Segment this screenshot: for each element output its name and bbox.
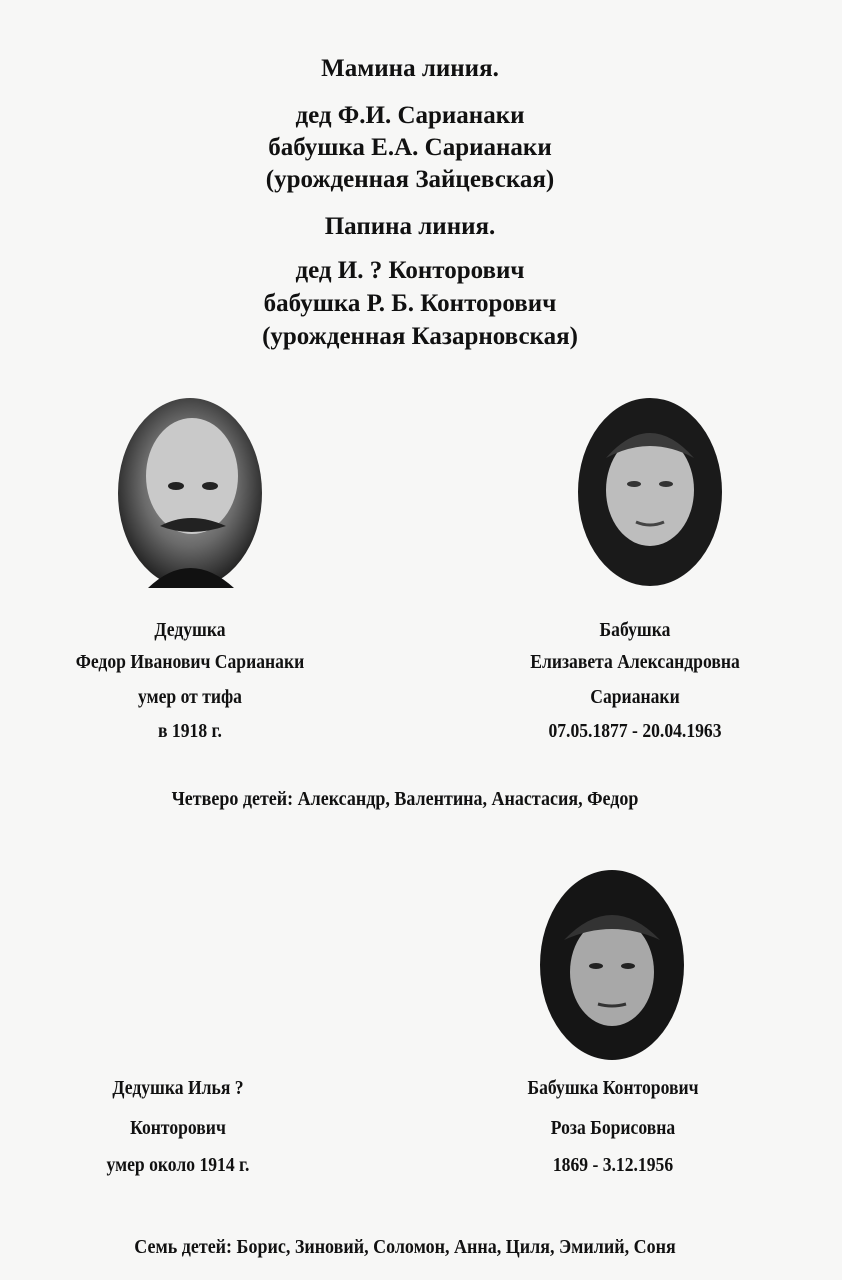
portrait-grandfather-sarianaki [118,398,262,588]
portrait-grandmother-kontorovich [540,870,684,1060]
maternal-grandmother-line: бабушка Е.А. Сарианаки [268,134,552,161]
paternal-grandmother-line: бабушка Р. Б. Конторович [263,290,557,317]
caption-line: умер от тифа [138,686,242,708]
caption-line: Роза Борисовна [550,1117,676,1139]
maternal-grandfather-line: дед Ф.И. Сарианаки [295,102,525,129]
caption-line: Федор Иванович Сарианаки [75,651,305,673]
caption-line: Елизавета Александровна [530,651,740,673]
maternal-line-heading: Мамина линия. [321,55,499,82]
portrait-grandmother-sarianaki [578,398,722,586]
caption-line: Конторович [130,1117,226,1139]
paternal-children: Семь детей: Борис, Зиновий, Соломон, Анна, Циля, Эмилий, Соня [134,1236,676,1258]
caption-line: Сарианаки [590,686,680,708]
caption-line: 1869 - 3.12.1956 [552,1154,674,1176]
paternal-grandfather-line: дед И. ? Конторович [295,257,525,284]
caption-line: Бабушка Конторович [527,1077,699,1099]
caption-line: Дедушка [154,619,226,641]
caption-line: Бабушка [599,619,671,641]
maternal-children: Четверо детей: Александр, Валентина, Анастасия, Федор [171,788,639,810]
paternal-grandmother-maiden: (урожденная Казарновская) [262,323,578,350]
caption-line: в 1918 г. [158,720,222,742]
maternal-grandmother-maiden: (урожденная Зайцевская) [265,166,555,193]
paternal-line-heading: Папина линия. [324,213,496,240]
caption-line: Дедушка Илья ? [112,1077,244,1099]
caption-line: 07.05.1877 - 20.04.1963 [548,720,722,742]
caption-line: умер около 1914 г. [106,1154,250,1176]
